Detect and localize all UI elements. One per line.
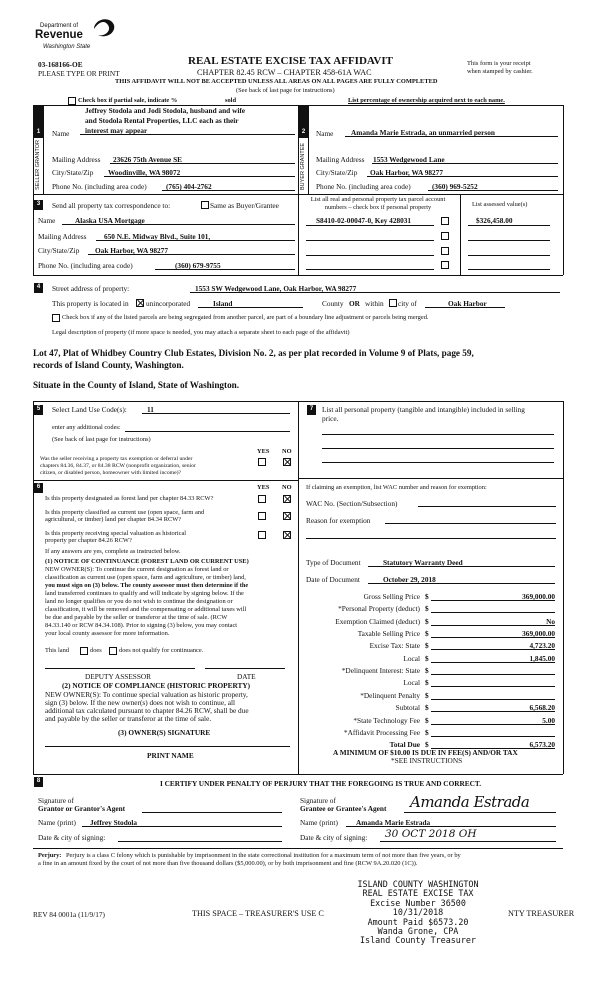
exempt-q-line1: Was the seller receiving a property tax exemption or deferral under [40, 456, 193, 462]
form-code: 03-168166-OE [38, 60, 83, 69]
tax-row-currency: $ [425, 604, 429, 613]
owner-signature-label: (3) OWNER(S) SIGNATURE [118, 728, 211, 737]
grantor-name-label: Name (print) [38, 818, 76, 827]
logo-wa-state: Washington State [43, 44, 91, 50]
please-type: PLEASE TYPE OR PRINT [38, 69, 120, 78]
partial-sale-sold: sold [225, 97, 237, 104]
forest-question: Is this property designated as forest land per chapter 84.33 RCW? [45, 495, 214, 502]
buyer-name-label: Name [316, 129, 334, 138]
city-value: Oak Harbor [448, 299, 487, 308]
notice-compliance-title: (2) NOTICE OF COMPLIANCE (HISTORIC PROPERTY) [62, 681, 251, 690]
notice1-line1: NEW OWNER(S): To continue the current designation as forest land or [45, 566, 229, 573]
minimum-due-note: A MINIMUM OF $10.00 IS DUE IN FEE(S) AND/OR TAX [333, 748, 518, 757]
receipt-note: This form is your receipt [467, 60, 531, 67]
tax-row-value: 5.00 [542, 716, 555, 725]
grantee-date-city: 30 OCT 2018 OH [385, 828, 477, 840]
tax-row-underline [431, 699, 555, 700]
forest-yes-checkbox[interactable] [258, 495, 266, 503]
tax-row-currency: $ [425, 641, 429, 650]
grantee-name: Amanda Marie Estrada [356, 818, 431, 827]
land-does-label: does [90, 647, 102, 654]
seller-side-label: SELLER GRANTOR [35, 139, 41, 190]
tax-row-underline [431, 686, 555, 687]
exempt-yes-checkbox[interactable] [258, 458, 266, 466]
tax-row-label: *Delinquent Interest: State [341, 666, 420, 675]
same-as-buyer-label: Same as Buyer/Grantee [210, 201, 279, 210]
tax-row-value: 369,000.00 [522, 629, 555, 638]
tax-row-label: Excise Tax: State [369, 641, 420, 650]
doc-type-label: Type of Document [306, 558, 361, 567]
section-8-badge: 8 [34, 777, 43, 787]
historic-line3: additional tax calculated pursuant to chapter 84.26 RCW, shall be due [45, 706, 249, 715]
assessed-header: List assessed value(s) [472, 201, 528, 208]
dor-swoosh-icon [90, 15, 118, 41]
doc-type-value: Statutory Warranty Deed [383, 558, 463, 567]
stamp-line-7: Island County Treasurer [360, 935, 476, 946]
section-7-badge: 7 [307, 405, 316, 415]
grantor-name: Jeffrey Stodola [90, 818, 138, 827]
stamp-line-4: 10/31/2018 [392, 907, 444, 918]
parcel-personal-checkbox[interactable] [441, 217, 449, 225]
grantee-sig-label-1: Signature of [300, 796, 336, 805]
grantee-signature: Amanda Estrada [410, 793, 530, 811]
exemption-label: If claiming an exemption, list WAC number and reason for exemption: [306, 484, 487, 491]
tax-row-label: Exemption Claimed (deduct) [335, 617, 420, 626]
parcel-account: S8410-02-00047-0, Key 428031 [316, 216, 412, 225]
or-label: OR [349, 299, 360, 308]
tax-row-currency: $ [425, 691, 429, 700]
tax-row-currency: $ [425, 666, 429, 675]
stamp-line-5: Amount Paid $6573.20 [367, 916, 469, 927]
notice1-line2: classification as current use (open space, farm and agriculture, or timber) land, [45, 574, 246, 581]
same-as-buyer-checkbox[interactable] [201, 201, 209, 209]
tax-mailing: 650 N.E. Midway Blvd., Suite 101, [104, 232, 211, 241]
tax-row-value: 1,845.00 [529, 654, 555, 663]
tax-row-currency: $ [425, 728, 429, 737]
seller-phone: (765) 404-2762 [166, 182, 212, 191]
unincorporated-label: unincorporated [146, 299, 191, 308]
notice1-line4: land transferred continues to qualify and will indicate by signing below. If the [45, 590, 244, 597]
stamp-line-3: Excise Number 36500 [370, 897, 466, 908]
unincorporated-checkbox[interactable] [136, 299, 144, 307]
buyer-side-label: BUYER GRANTEE [300, 142, 306, 190]
legal-line-2: records of Island County, Washington. [33, 360, 184, 370]
tax-row-currency: $ [425, 678, 429, 687]
parcel-assessed: $326,458.00 [476, 216, 513, 225]
stamp-line-6: Wanda Grone, CPA [377, 926, 459, 937]
street-label: Street address of property: [52, 284, 130, 293]
certify-line: I CERTIFY UNDER PENALTY OF PERJURY THAT THE FOREGOING IS TRUE AND CORRECT. [160, 779, 482, 788]
land-use-see-back: (See back of last page for instructions) [52, 436, 151, 443]
wac-label: WAC No. (Section/Subsection) [306, 499, 398, 508]
grantor-date-label: Date & city of signing: [38, 833, 106, 842]
partial-sale-checkbox[interactable] [68, 97, 76, 105]
grantee-sig-label-2: Grantee or Grantee's Agent [300, 804, 387, 813]
seller-mailing: 23626 75th Avenue SE [113, 155, 182, 164]
situate-line: Situate in the County of Island, State of Washington. [33, 380, 240, 390]
county-label: County [322, 299, 344, 308]
assessor-date-label: DATE [237, 672, 256, 681]
seller-name-line2: and Stodola Rental Properties, LLC each as their [85, 116, 239, 125]
tax-row-currency: $ [425, 617, 429, 626]
tax-row-currency: $ [425, 654, 429, 663]
treasurer-use-right: NTY TREASURER [508, 909, 575, 918]
receipt-note-2: when stamped by cashier. [467, 68, 533, 75]
tax-row-underline [431, 625, 555, 626]
tax-row-currency: $ [425, 716, 429, 725]
historic-q-line2: property per chapter 84.26 RCW? [45, 537, 132, 544]
section-4-badge: 4 [34, 283, 43, 293]
land-does-not-checkbox[interactable] [109, 647, 117, 655]
tax-row-label: *State Technology Fee [353, 716, 420, 725]
logo-revenue: Revenue [35, 29, 83, 41]
tax-mailing-label: Mailing Address [38, 232, 87, 241]
yes-header-5: YES [257, 448, 270, 455]
grantee-name-label: Name (print) [300, 818, 338, 827]
seller-name-line1: Jeffrey Stodola and Jodi Stodola, husband and wife [85, 106, 246, 115]
tax-row-label: Total Due [389, 740, 420, 749]
tax-row-value: No [546, 617, 555, 626]
warning-line: THIS AFFIDAVIT WILL NOT BE ACCEPTED UNLESS ALL AREAS ON ALL PAGES ARE FULLY COMPLETED [115, 78, 438, 85]
doc-date-label: Date of Document [306, 575, 360, 584]
exempt-no-checkbox[interactable] [283, 458, 291, 466]
exempt-q-line2: chapters 84.36, 84.37, or 84.38 RCW (nonprofit organization, senior [40, 463, 196, 469]
see-back-line: (See back of last page for instructions) [236, 87, 335, 94]
buyer-mailing-label: Mailing Address [316, 155, 365, 164]
land-does-checkbox[interactable] [80, 647, 88, 655]
grantee-date-label: Date & city of signing: [300, 833, 368, 842]
legal-line-1: Lot 47, Plat of Whidbey Country Club Estates, Division No. 2, as per plat recorded in Volume 9 of Plats, page 59, [33, 348, 474, 358]
treasurer-use-left: THIS SPACE – TREASURER'S USE C [192, 909, 324, 918]
grantor-sig-label-2: Grantor or Grantor's Agent [38, 804, 126, 813]
perjury-line-2: a fine in an amount fixed by the court of not more than five thousand dollars ($5,000.00), or by both imprisonment and fine (RCW 9A.20.020 (1C)). [38, 860, 418, 867]
if-yes-note: If any answers are yes, complete as instructed below. [45, 548, 181, 555]
yes-header-6: YES [257, 484, 270, 491]
tax-row-underline [431, 674, 555, 675]
tax-row-underline [431, 612, 555, 613]
perjury-label: Perjury: [38, 852, 62, 859]
stamp-line-1: ISLAND COUNTY WASHINGTON [357, 879, 479, 889]
ownership-note: List percentage of ownership acquired next to each name. [348, 97, 505, 104]
tax-row-label: Taxable Selling Price [357, 629, 420, 638]
tax-row-label: *Personal Property (deduct) [338, 604, 420, 613]
buyer-phone: (360) 969-5252 [432, 182, 478, 191]
current-use-q-line2: agricultural, or timber) land per chapter 84.34 RCW? [45, 516, 182, 523]
historic-no-checkbox[interactable] [283, 531, 291, 539]
land-does-not-label: does not qualify for continuance. [119, 647, 204, 654]
land-use-label: Select Land Use Code(s): [52, 405, 127, 414]
personal-prop-label-1: List all personal property (tangible and intangible) included in selling [322, 405, 525, 414]
page-title: REAL ESTATE EXCISE TAX AFFIDAVIT [188, 55, 393, 67]
tax-name: Alaska USA Mortgage [75, 216, 145, 225]
county-value: Island [213, 299, 233, 308]
historic-line2: sign (3) below. If the new owner(s) does not wish to continue, all [45, 698, 236, 707]
seller-name-line3: interest may appear [85, 126, 148, 135]
section-2-badge: 2 [299, 128, 308, 138]
city-of-label: city of [398, 299, 417, 308]
buyer-city: Oak Harbor, WA 98277 [370, 168, 443, 177]
street-value: 1553 SW Wedgewood Lane, Oak Harbor, WA 98277 [195, 284, 357, 293]
partial-sale-label: Check box if partial sale, indicate % [78, 97, 178, 104]
tax-phone-label: Phone No. (including area code) [38, 261, 133, 270]
tax-row-label: *Delinquent Penalty [360, 691, 420, 700]
personal-prop-label-2: price. [322, 414, 339, 423]
buyer-phone-label: Phone No. (including area code) [316, 182, 411, 191]
chapter-line: CHAPTER 82.45 RCW – CHAPTER 458-61A WAC [197, 68, 372, 77]
perjury-line-1: Perjury is a class C felony which is punishable by imprisonment in the state correctional institution for a maximum term of not more than five years, or by [66, 852, 461, 859]
stamp-line-2: REAL ESTATE EXCISE TAX [362, 888, 474, 899]
tax-row-currency: $ [425, 629, 429, 638]
buyer-city-label: City/State/Zip [316, 168, 358, 177]
current-use-yes-checkbox[interactable] [258, 512, 266, 520]
tax-row-label: Local [403, 654, 420, 663]
notice1-line3: you must sign on (3) below. The county assessor must then determine if the [45, 582, 249, 589]
land-use-code: 11 [147, 405, 154, 414]
tax-phone: (360) 679-9755 [175, 261, 221, 270]
section-5-badge: 5 [34, 405, 43, 415]
dor-logo [35, 12, 125, 57]
located-label: This property is located in [52, 299, 129, 308]
parcel-2-checkbox[interactable] [441, 232, 449, 240]
tax-city: Oak Harbor, WA 98277 [95, 246, 168, 255]
grantor-sig-label-1: Signature of [38, 796, 74, 805]
see-instructions: *SEE INSTRUCTIONS [391, 756, 463, 765]
notice1-line7: be due and payable by the seller or transferor at the time of sale. (RCW [45, 614, 228, 621]
current-use-no-checkbox[interactable] [283, 512, 291, 520]
tax-row-label: Gross Selling Price [363, 592, 420, 601]
notice-continuance-title: (1) NOTICE OF CONTINUANCE (FOREST LAND OR CURRENT USE) [45, 558, 249, 565]
doc-date-value: October 29, 2018 [383, 575, 436, 584]
forest-no-checkbox[interactable] [283, 495, 291, 503]
treasurer-stamp [330, 880, 506, 946]
tax-row-underline [431, 736, 555, 737]
notice1-line6: classification, it will be removed and the compensating or additional taxes will [45, 606, 247, 613]
current-use-q-line1: Is this property classified as current use (open space, farm and [45, 509, 205, 516]
rev-form-number: REV 84 0001a (11/9/17) [33, 910, 105, 919]
seller-phone-label: Phone No. (including area code) [52, 182, 147, 191]
notice1-line9: your local county assessor for more information. [45, 630, 170, 637]
tax-row-underline [431, 724, 555, 725]
deputy-assessor-label: DEPUTY ASSESSOR [85, 672, 152, 681]
tax-row-label: *Affidavit Processing Fee [343, 728, 420, 737]
this-land-label: This land [45, 647, 69, 654]
seller-city-label: City/State/Zip [52, 168, 94, 177]
notice1-line8: 84.33.140 or RCW 84.34.108). Prior to signing (3) below, you may contact [45, 622, 238, 629]
tax-row-value: 4,723.20 [529, 641, 555, 650]
historic-yes-checkbox[interactable] [258, 531, 266, 539]
tax-name-label: Name [38, 216, 56, 225]
tax-row-value: 6,568.20 [529, 703, 555, 712]
tax-row-currency: $ [425, 703, 429, 712]
parcels-header: List all real and personal property tax parcel account numbers – check box if personal property [310, 196, 446, 211]
print-name-label: PRINT NAME [147, 751, 194, 760]
segregated-note: Check box if any of the listed parcels are being segregated from another parcel, are part of a boundary line adjustment or parcels being merged. [62, 314, 429, 321]
city-of-checkbox[interactable] [389, 299, 397, 307]
buyer-name: Amanda Marie Estrada, an unmarried person [351, 128, 495, 137]
exempt-q-line3: citizen, or disabled person, homeowner with limited income)? [40, 470, 182, 476]
tax-row-value: 6,573.20 [529, 740, 555, 749]
within-label: within [365, 299, 384, 308]
tax-row-currency: $ [425, 592, 429, 601]
section-1-badge: 1 [34, 128, 43, 138]
tax-row-label: Subtotal [395, 703, 420, 712]
additional-codes-label: enter any additional codes: [52, 424, 121, 431]
tax-corr-label: Send all property tax correspondence to: [52, 201, 171, 210]
tax-row-currency: $ [425, 740, 429, 749]
legal-label: Legal description of property (if more space is needed, you may attach a separate sheet to each page of the affidavit) [52, 329, 350, 336]
buyer-mailing: 1553 Wedgewood Lane [373, 155, 445, 164]
reason-label: Reason for exemption [306, 516, 371, 525]
section-3-badge: 3 [34, 200, 43, 210]
parcel-4-checkbox[interactable] [441, 261, 449, 269]
tax-city-label: City/State/Zip [38, 246, 80, 255]
seller-city: Woodinville, WA 98072 [108, 168, 181, 177]
logo-dept-of: Department of [40, 23, 79, 29]
parcel-3-checkbox[interactable] [441, 247, 449, 255]
no-header-5: NO [282, 448, 292, 455]
tax-row-value: 369,000.00 [522, 592, 555, 601]
historic-line4: and payable by the seller or transferor at the time of sale. [45, 714, 212, 723]
tax-row-label: Local [403, 678, 420, 687]
no-header-6: NO [282, 484, 292, 491]
seller-mailing-label: Mailing Address [52, 155, 101, 164]
historic-line1: NEW OWNER(S): To continue special valuation as historic property, [45, 690, 248, 699]
notice1-line5: land no longer qualifies or you do not wish to continue the designation or [45, 598, 233, 605]
section-6-badge: 6 [34, 483, 43, 493]
seller-name-label: Name [52, 129, 70, 138]
historic-q-line1: Is this property receiving special valuation as historical [45, 530, 187, 537]
segregated-checkbox[interactable] [52, 314, 60, 322]
